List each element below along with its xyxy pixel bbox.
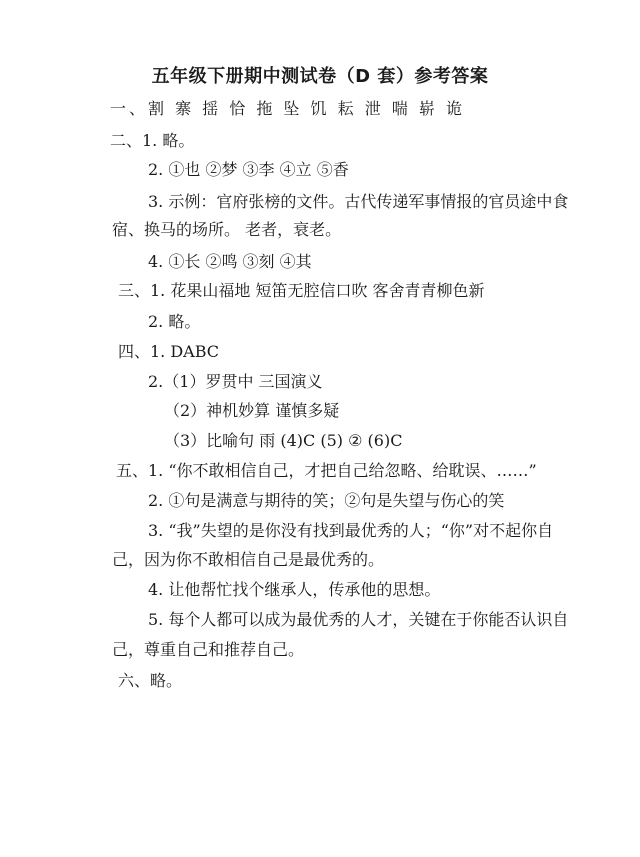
page-title: 五年级下册期中测试卷（D 套）参考答案 [151, 66, 489, 87]
answer-line-17: 4. 让他帮忙找个继承人，传承他的思想。 [148, 580, 441, 599]
answer-line-14: 2. ①句是满意与期待的笑；②句是失望与伤心的笑 [148, 491, 505, 510]
answer-line-6: 4. ①长 ②鸣 ③刻 ④其 [148, 252, 312, 271]
answer-line-5: 宿、换马的场所。 老者，衰老。 [112, 220, 342, 239]
answer-line-4: 3. 示例：官府张榜的文件。古代传递军事情报的官员途中食 [148, 192, 569, 211]
answer-line-9: 四、1. DABC [118, 342, 220, 361]
answer-line-15: 3. “我”失望的是你没有找到最优秀的人；“你”对不起你自 [148, 521, 554, 540]
answer-line-10: 2.（1）罗贯中 三国演义 [148, 372, 323, 391]
answer-line-7: 三、1. 花果山福地 短笛无腔信口吹 客舍青青柳色新 [118, 281, 485, 300]
answer-line-18: 5. 每个人都可以成为最优秀的人才，关键在于你能否认识自 [148, 610, 569, 629]
answer-line-2: 二、1. 略。 [110, 131, 195, 150]
answer-line-12: （3）比喻句 雨 (4)C (5) ② (6)C [164, 431, 403, 450]
answer-line-19: 己，尊重自己和推荐自己。 [112, 640, 305, 659]
answer-line-8: 2. 略。 [148, 312, 201, 331]
answer-line-20: 六、略。 [118, 671, 183, 690]
answer-line-13: 五、1. “你不敢相信自己，才把自己给忽略、给耽误、……” [116, 461, 537, 480]
answer-line-1: 一、割 寨 揺 恰 拖 坠 饥 耘 泄 喘 崭 诡 [110, 99, 465, 118]
answer-line-11: （2）神机妙算 谨慎多疑 [164, 401, 340, 420]
answer-line-16: 己，因为你不敢相信自己是最优秀的。 [112, 550, 385, 569]
answer-line-3: 2. ①也 ②梦 ③李 ④立 ⑤香 [148, 160, 349, 179]
